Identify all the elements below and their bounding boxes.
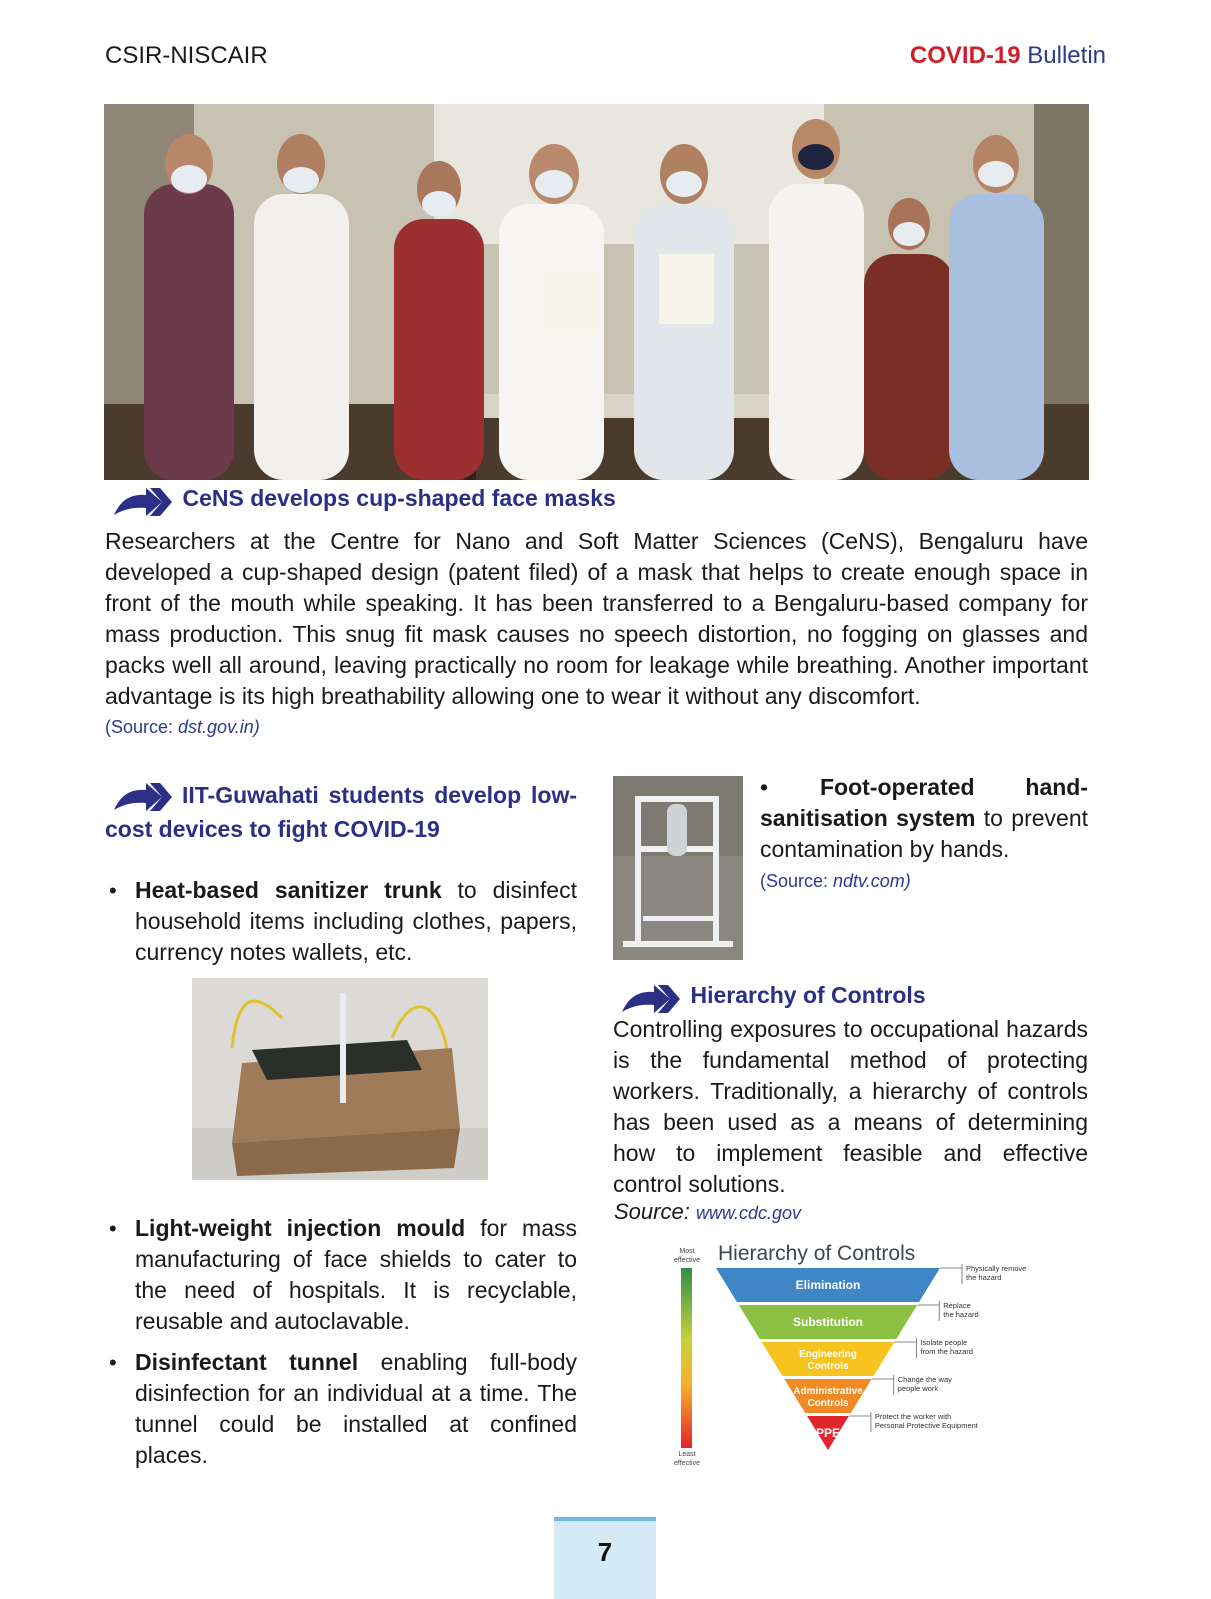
list-item [760,772,1088,865]
bullet-dot: • [760,774,769,800]
least-effective-label-1: Least [678,1451,696,1458]
source-label: Source: [614,1199,696,1224]
hierarchy-level-label: Elimination [795,1278,861,1292]
bullet-title: Foot-operated hand-sanitisation system [760,774,1088,831]
bullet-foot-operated [760,772,1088,892]
hierarchy-level-note: Personal Protective Equipment [874,1421,978,1430]
bullet-text: for mass manufacturing of face shields to cater to the need of hospitals. It is recyclable, reusable and autoclavable. [135,1215,577,1334]
section-title: IIT-Guwahati students develop low-cost devices to fight COVID-19 [105,782,577,842]
page-number: 7 [597,1537,613,1567]
source-label: (Source: [105,717,179,737]
bulletin-title-highlight: COVID-19 [909,42,1021,69]
hierarchy-level-label: Engineering [799,1349,857,1360]
hierarchy-level-label: Administrative [793,1386,863,1397]
hierarchy-level-note: Physically remove [966,1264,1027,1273]
bullet-title: Light-weight injection mould [135,1215,466,1241]
section-title: Hierarchy of Controls [690,982,926,1009]
hierarchy-level-label: Controls [807,1361,849,1372]
hierarchy-level-note: the hazard [966,1273,1002,1282]
hierarchy-level-note: Change the way [897,1375,952,1384]
hierarchy-level-label: PPE [815,1426,841,1440]
sanitizer-trunk-photo [192,978,488,1180]
hierarchy-level-note: from the hazard [920,1347,973,1356]
hierarchy-level-note: Replace [943,1301,971,1310]
double-arrow-icon [112,485,174,519]
most-effective-label-1: Most [679,1248,695,1255]
publisher-name: CSIR-NISCAIR [105,42,268,69]
source-link[interactable]: ndtv.com) [833,871,911,891]
list-item [105,875,577,968]
bullet-list-2 [105,1213,577,1471]
source-cens [105,717,260,738]
list-item [105,1347,577,1471]
section-heading-cens [112,485,616,519]
page-number-box [554,1517,656,1599]
hierarchy-level-label: Controls [807,1398,849,1409]
section-title: CeNS develops cup-shaped face masks [182,485,616,512]
foot-sanitiser-photo [613,776,743,960]
bullet-title: Disinfectant tunnel [135,1349,359,1375]
hierarchy-diagram [668,1236,1048,1468]
source-link[interactable]: www.cdc.gov [695,1203,801,1223]
hierarchy-level-label: Substitution [793,1315,863,1329]
hierarchy-level-note: people work [897,1384,939,1393]
effectiveness-bar [681,1268,692,1448]
group-photo [104,104,1089,480]
list-item [105,1213,577,1337]
most-effective-label-2: effective [674,1257,700,1264]
bulletin-title [910,42,1106,70]
source-link[interactable]: dst.gov.in) [178,717,260,737]
bullet-text: to prevent contamination by hands. [760,805,1088,862]
hierarchy-level-note: the hazard [943,1310,979,1319]
bulletin-title-rest: Bulletin [1027,42,1106,69]
source-cdc [614,1199,801,1225]
hierarchy-level-note: Protect the worker with [874,1412,952,1421]
source-label: (Source: [760,871,834,891]
hierarchy-figure [668,1236,1048,1468]
source-ndtv [760,871,1088,892]
section-body-cens: Researchers at the Centre for Nano and Soft Matter Sciences (CeNS), Bengaluru have developed a cup-shaped design (patent filed) of a mask that helps to create enough space in front of the mouth while speaking. It has been transferred to a Bengaluru-based company for mass production. This snug fit mask causes no speech distortion, no fogging on glasses and packs well all around, leaving practically no room for leakage while breathing. Another important advantage is its high breathability allowing one to wear it without any discomfort. [105,528,1088,709]
section-heading-hierarchy [620,982,926,1016]
bullet-text: enabling full-body disinfection for an individual at a time. The tunnel could be installed at confined places. [135,1349,578,1468]
section-heading-iitg [105,780,577,845]
double-arrow-icon [620,982,682,1016]
bullet-title: Heat-based sanitizer trunk [135,877,442,903]
double-arrow-icon [112,780,174,814]
bullet-list-1 [105,875,577,968]
hierarchy-level-note: Isolate people [920,1338,968,1347]
section-body-hierarchy: Controlling exposures to occupational hazards is the fundamental method of protecting workers. Traditionally, a hierarchy of controls has been used as a means of determining how to implement feasible and effective control solutions. [613,1016,1088,1197]
hierarchy-title: Hierarchy of Controls [718,1242,916,1265]
least-effective-label-2: effective [674,1460,700,1467]
bullet-text: to disinfect household items including clothes, papers, currency notes wallets, etc. [135,877,577,965]
